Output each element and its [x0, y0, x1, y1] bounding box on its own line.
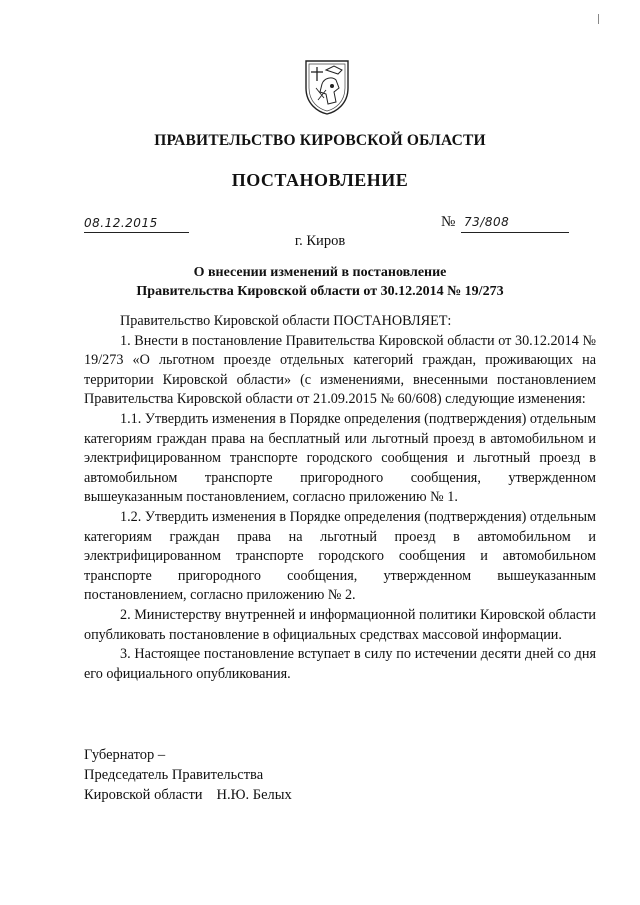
- kirov-coat-of-arms-icon: [302, 58, 352, 116]
- document-number: 73/808: [464, 215, 510, 229]
- document-type: ПОСТАНОВЛЕНИЕ: [231, 170, 409, 190]
- document-body: [84, 312, 596, 684]
- paragraph-1-1: 1.1. Утвердить изменения в Порядке определения (подтверждения) отдельным категориям граждан права на бесплатный или льготный проезд в автомобильном и электрифицированном транспорте городского сообщения и льготный проезд в автомобильном транспорте пригородного сообщения, утвержденном вышеуказанным постановлением, согласно приложению № 1.: [84, 410, 597, 506]
- paragraph-preamble: Правительство Кировской области ПОСТАНОВЛЯЕТ:: [120, 313, 452, 329]
- subject-line-2: Правительства Кировской области от 30.12.2014 № 19/273: [136, 284, 504, 299]
- signatory-name: Н.Ю. Белых: [216, 786, 292, 803]
- subject-line-1: О внесении изменений в постановление: [193, 265, 447, 280]
- paragraph-3: 3. Настоящее постановление вступает в силу по истечении десяти дней со дня его официального опубликования.: [84, 646, 596, 682]
- scan-mark: [598, 14, 599, 24]
- document-subject: [60, 263, 580, 301]
- signature-region: Кировской области: [84, 786, 203, 803]
- paragraph-1: 1. Внести в постановление Правительства Кировской области от 30.12.2014 № 19/273 «О льготном проезде отдельных категорий граждан, проживающих на территории Кировской области» (с изменениями, внесенными постановлением Правительства Кировской области от 21.09.2015 № 60/608) следующие изменения:: [84, 332, 596, 408]
- city: г. Киров: [294, 233, 346, 249]
- signature-line-2: Председатель Правительства: [84, 766, 264, 783]
- signature-block: [84, 746, 292, 805]
- government-title: ПРАВИТЕЛЬСТВО КИРОВСКОЙ ОБЛАСТИ: [154, 132, 486, 149]
- document-date: 08.12.2015: [84, 216, 158, 230]
- number-label: №: [441, 214, 456, 230]
- signature-line-1: Губернатор –: [84, 747, 166, 763]
- paragraph-1-2: 1.2. Утвердить изменения в Порядке определения (подтверждения) отдельным категориям граждан права на льготный проезд в автомобильном и электрифицированном транспорте городского сообщения и автомобильном транспорте пригородного сообщения, утвержденном вышеуказанным постановлением, согласно приложению № 2.: [84, 508, 597, 604]
- signature-line-3: [84, 786, 292, 806]
- paragraph-2: 2. Министерству внутренней и информационной политики Кировской области опубликовать постановление в официальных средствах массовой информации.: [84, 606, 596, 643]
